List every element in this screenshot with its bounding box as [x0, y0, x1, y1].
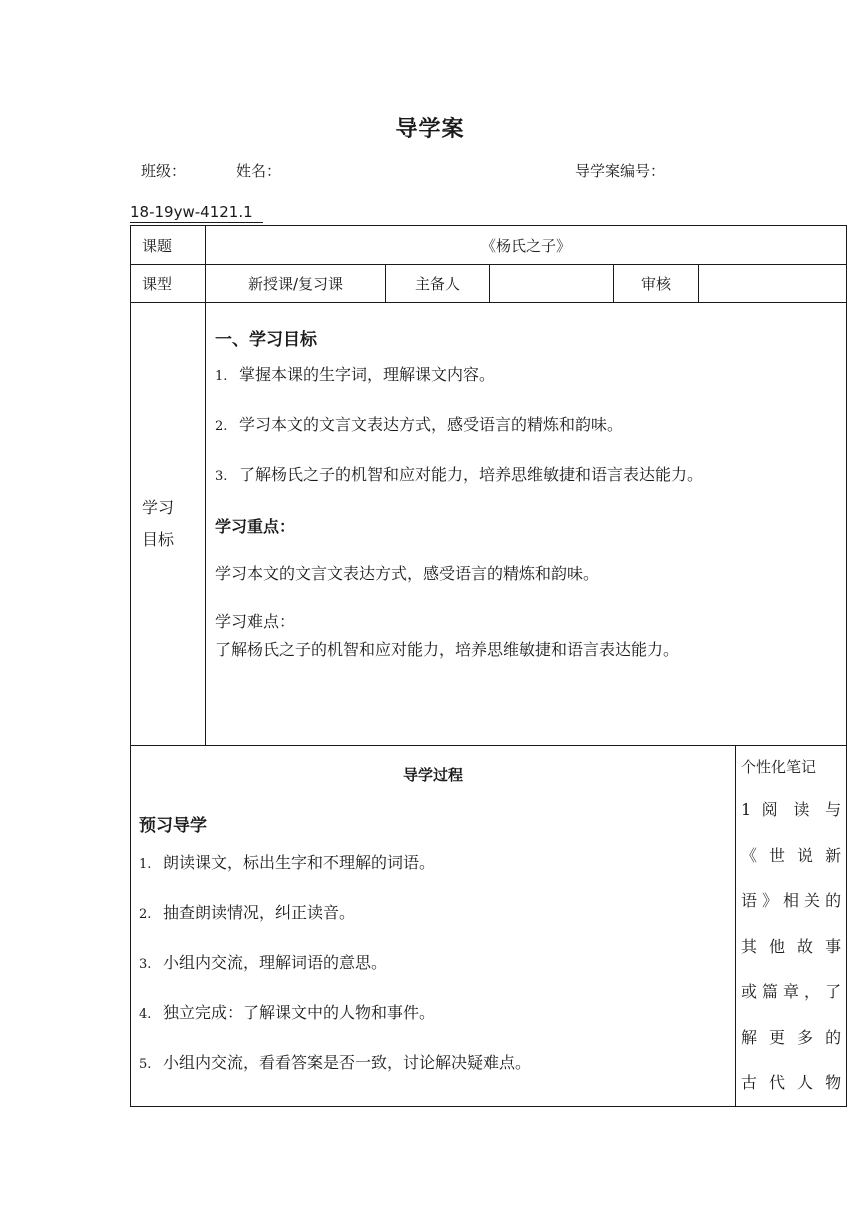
goal-item: [215, 464, 838, 488]
process-item: [139, 852, 727, 876]
process-item: [139, 1002, 727, 1026]
goal-item: [215, 364, 838, 388]
goal-item-number: 1.: [215, 369, 228, 384]
note-line: 语》相关的: [741, 891, 842, 910]
document-title: 导学案: [395, 117, 465, 142]
process-item: [139, 1052, 727, 1076]
personal-notes[interactable]: [736, 746, 847, 1107]
process-item-number: 5.: [139, 1057, 152, 1072]
goals-side-label: [131, 303, 206, 746]
goals-heading: 一、学习目标: [215, 330, 317, 350]
process-item-text: 朗读课文，标出生字和不理解的词语。: [163, 853, 436, 872]
process-item-text: 小组内交流，理解词语的意思。: [163, 953, 388, 972]
note-line: 古 代 人 物: [741, 1073, 842, 1092]
note-line: 解 更 多 的: [741, 1027, 842, 1047]
notes-heading: 个性化笔记: [741, 758, 817, 776]
document-code: 18-19yw-4121.1: [130, 202, 263, 223]
note-line: 或篇章，了: [741, 982, 842, 1001]
preview-section-heading: 预习导学: [139, 816, 207, 836]
note-line: 其 他 故 事: [741, 936, 842, 956]
study-guide-table: [130, 225, 847, 1107]
goal-item-text: 了解杨氏之子的机智和应对能力，培养思维敏捷和语言表达能力。: [239, 465, 704, 484]
number-label: 导学案编号：: [575, 162, 666, 180]
process-item: [139, 902, 727, 926]
process-content: [131, 746, 736, 1107]
difficulty-text: 了解杨氏之子的机智和应对能力，培养思维敏捷和语言表达能力。: [215, 640, 680, 659]
notes-body: [741, 787, 841, 1106]
goals-content: [206, 303, 847, 746]
preparer-value[interactable]: [490, 265, 614, 303]
process-item-number: 2.: [139, 907, 152, 922]
preparer-label: 主备人: [386, 265, 490, 303]
review-value[interactable]: [699, 265, 847, 303]
process-item-number: 1.: [139, 857, 152, 872]
goal-item: [215, 414, 838, 438]
process-item: [139, 952, 727, 976]
key-points-heading: 学习重点：: [215, 517, 296, 536]
goal-item-number: 3.: [215, 469, 228, 484]
type-value: 新授课/复习课: [206, 265, 386, 303]
goals-side-label-line2: 目标: [142, 530, 175, 549]
process-item-number: 4.: [139, 1007, 152, 1022]
goal-item-number: 2.: [215, 419, 228, 434]
process-item-number: 3.: [139, 957, 152, 972]
topic-value: 《杨氏之子》: [206, 226, 847, 265]
process-title: 导学过程: [402, 766, 463, 784]
process-item-text: 抽查朗读情况，纠正读音。: [163, 903, 356, 922]
note-line: 1 阅 读 与: [741, 800, 842, 819]
process-item-text: 独立完成：了解课文中的人物和事件。: [163, 1003, 436, 1022]
review-label: 审核: [614, 265, 699, 303]
type-label: 课型: [131, 265, 206, 303]
note-line: 《 世 说 新: [741, 845, 842, 865]
key-points-text: 学习本文的文言文表达方式，感受语言的精炼和韵味。: [215, 564, 600, 583]
class-label: 班级：: [141, 162, 187, 180]
goal-item-text: 掌握本课的生字词，理解课文内容。: [239, 365, 496, 384]
goals-side-label-line1: 学习: [142, 498, 175, 517]
name-label: 姓名：: [236, 162, 282, 180]
goal-item-text: 学习本文的文言文表达方式，感受语言的精炼和韵味。: [239, 415, 624, 434]
difficulty-heading: 学习难点：: [215, 612, 296, 631]
process-item-text: 小组内交流，看看答案是否一致，讨论解决疑难点。: [163, 1053, 532, 1072]
topic-label: 课题: [131, 226, 206, 265]
